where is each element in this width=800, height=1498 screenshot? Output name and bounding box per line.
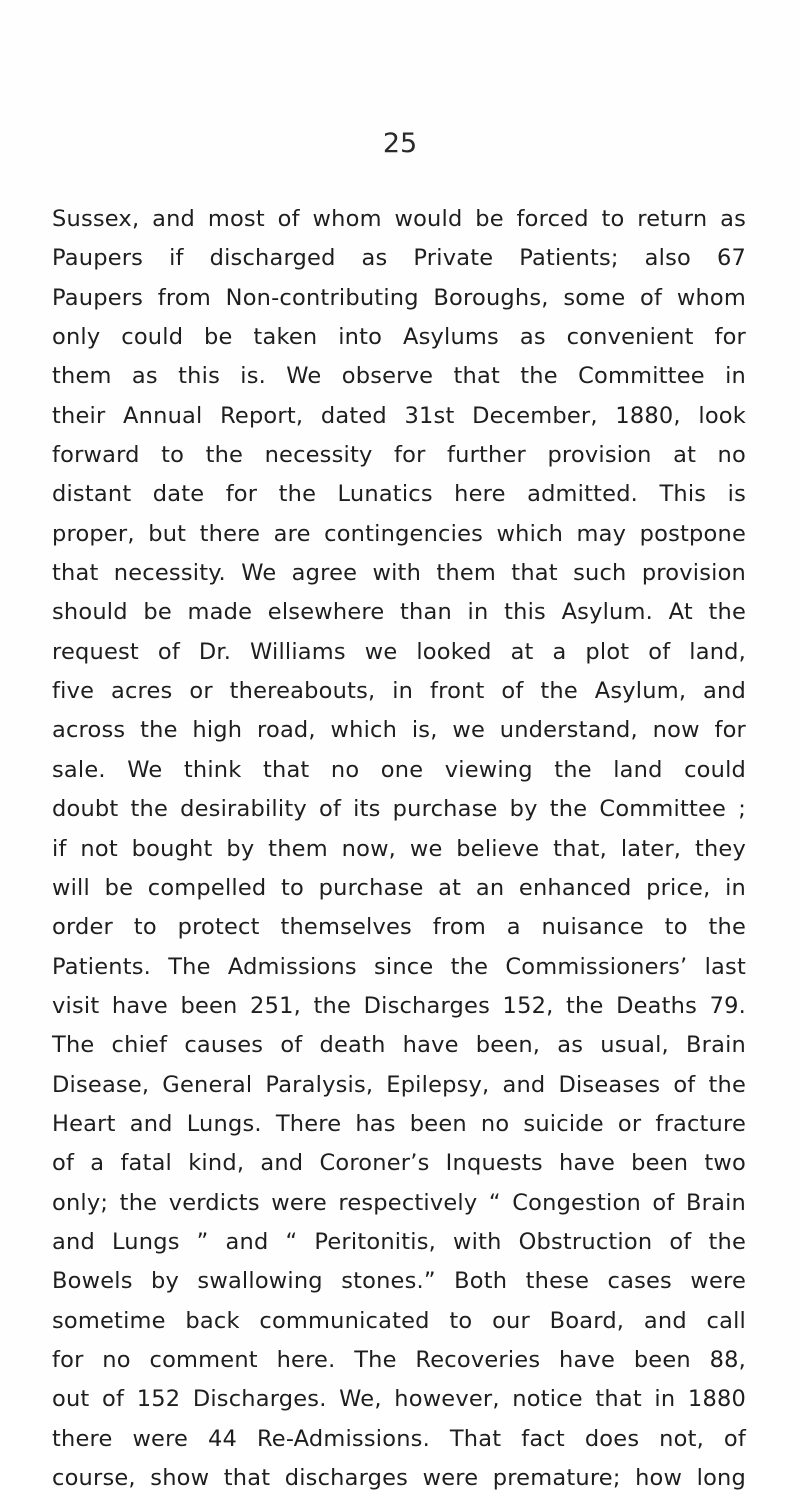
- text-line: will be compelled to purchase at an enhanced price, in: [52, 874, 746, 901]
- text-line: Paupers from Non-contributing Boroughs, some of whom: [52, 284, 746, 311]
- text-line: if not bought by them now, we believe that, later, they: [52, 835, 746, 862]
- text-line: should be made elsewhere than in this Asylum. At the: [52, 599, 746, 626]
- text-line: sale. We think that no one viewing the land could: [52, 756, 746, 783]
- text-line: Patients. The Admissions since the Commissioners’ last: [52, 953, 746, 980]
- text-line: Bowels by swallowing stones.” Both these cases were: [52, 1268, 746, 1295]
- page-number: 25: [382, 128, 418, 159]
- text-line: Sussex, and most of whom would be forced to return as: [52, 206, 746, 232]
- text-line: only; the verdicts were respectively “ Congestion of Brain: [52, 1189, 746, 1216]
- body-text: [52, 200, 746, 1498]
- text-line: distant date for the Lunatics here admitted. This is: [52, 481, 746, 508]
- text-line: that necessity. We agree with them that such provision: [52, 560, 746, 587]
- text-line: and Lungs ” and “ Peritonitis, with Obstruction of the: [52, 1228, 746, 1255]
- text-line: Heart and Lungs. There has been no suicide or fracture: [52, 1110, 746, 1137]
- text-line: course, show that discharges were premature; how long: [52, 1465, 746, 1491]
- text-line: visit have been 251, the Discharges 152, the Deaths 79.: [52, 992, 746, 1019]
- text-line: of a fatal kind, and Coroner’s Inquests have been two: [52, 1150, 746, 1177]
- text-line: only could be taken into Asylums as convenient for: [52, 324, 746, 351]
- text-line: request of Dr. Williams we looked at a plot of land,: [52, 638, 746, 665]
- text-line: five acres or thereabouts, in front of the Asylum, and: [52, 678, 746, 705]
- text-line: for no comment here. The Recoveries have been 88,: [52, 1346, 746, 1373]
- text-line: proper, but there are contingencies which may postpone: [52, 520, 746, 547]
- text-line: The chief causes of death have been, as usual, Brain: [52, 1032, 746, 1059]
- text-line: there were 44 Re-Admissions. That fact does not, of: [52, 1425, 746, 1452]
- text-line: across the high road, which is, we understand, now for: [52, 717, 746, 744]
- text-line: Disease, General Paralysis, Epilepsy, and Diseases of the: [52, 1071, 746, 1098]
- text-line: sometime back communicated to our Board, and call: [52, 1307, 746, 1334]
- text-line: their Annual Report, dated 31st December, 1880, look: [52, 402, 746, 429]
- text-line: out of 152 Discharges. We, however, notice that in 1880: [52, 1386, 746, 1413]
- text-line: doubt the desirability of its purchase by the Committee ;: [52, 796, 746, 823]
- text-line: forward to the necessity for further provision at no: [52, 442, 746, 469]
- text-line: Paupers if discharged as Private Patients; also 67: [52, 245, 746, 272]
- text-line: order to protect themselves from a nuisance to the: [52, 914, 746, 941]
- text-line: them as this is. We observe that the Committee in: [52, 363, 746, 390]
